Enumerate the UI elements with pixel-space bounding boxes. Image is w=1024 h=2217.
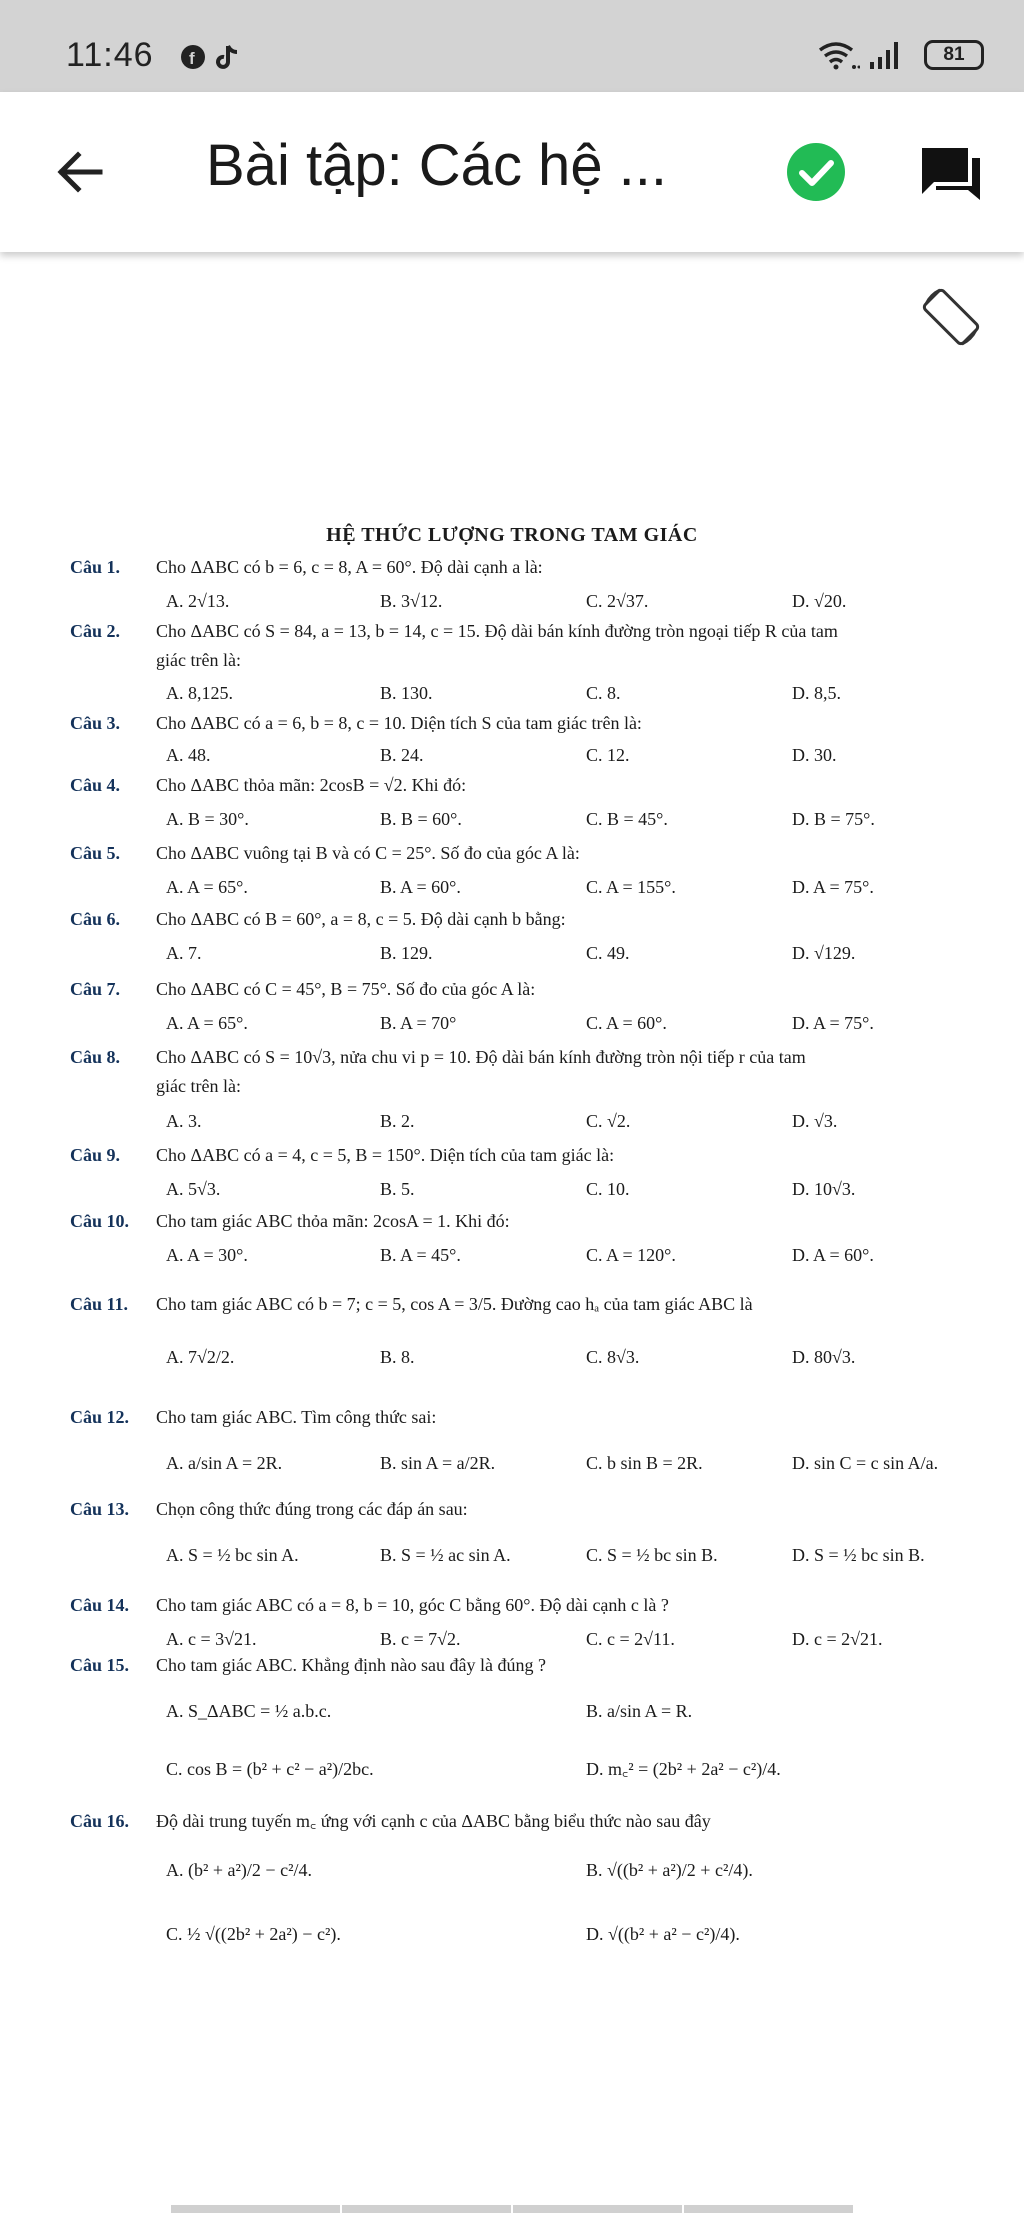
question-label: Câu 14. [70,1595,130,1615]
option-a[interactable]: A. 5√3. [166,1179,221,1199]
option-d[interactable]: D. √((b² + a² − c²)/4). [586,1924,740,1944]
option-c[interactable]: C. B = 45°. [586,809,668,829]
question-9 [0,1138,1024,1206]
rotate-screen-icon[interactable] [916,282,986,352]
option-b[interactable]: B. A = 60°. [380,877,461,897]
option-d[interactable]: D. 8,5. [792,683,841,703]
question-13 [0,1492,1024,1584]
option-d[interactable]: D. B = 75°. [792,809,875,829]
option-a[interactable]: A. 3. [166,1111,202,1131]
option-c[interactable]: C. 49. [586,943,630,963]
comment-icon[interactable] [920,146,982,202]
option-a[interactable]: A. A = 30°. [166,1245,248,1265]
facebook-icon [180,42,250,72]
option-a[interactable]: A. 7. [166,943,202,963]
question-5 [0,836,1024,904]
question-text: Cho ΔABC có S = 10√3, nửa chu vi p = 10. Độ dài bán kính đường tròn nội tiếp r của tam [156,1047,806,1067]
question-label: Câu 9. [70,1145,121,1165]
option-c[interactable]: C. 2√37. [586,591,649,611]
status-bar [0,0,1024,92]
question-1 [0,550,1024,618]
page-title: Bài tập: Các hệ ... [206,133,668,198]
option-a[interactable]: A. c = 3√21. [166,1629,257,1649]
option-c[interactable]: C. 12. [586,745,630,765]
option-a[interactable]: A. a/sin A = 2R. [166,1453,283,1473]
question-4 [0,768,1024,836]
wifi-icon [816,40,860,70]
option-a[interactable]: A. 48. [166,745,211,765]
option-a[interactable]: A. B = 30°. [166,809,249,829]
option-b[interactable]: B. A = 70° [380,1013,457,1033]
option-b[interactable]: B. 130. [380,683,433,703]
question-text: Độ dài trung tuyến m꜀ ứng với cạnh c của ΔABC bằng biểu thức nào sau đây [156,1811,711,1831]
question-text: Cho ΔABC có S = 84, a = 13, b = 14, c = 15. Độ dài bán kính đường tròn ngoại tiếp R của tam [156,621,838,641]
question-text: Cho tam giác ABC. Khẳng định nào sau đây là đúng ? [156,1655,546,1675]
question-15 [0,1648,1024,1798]
battery-icon: 81 [924,40,984,70]
option-d[interactable]: D. √20. [792,591,847,611]
option-c[interactable]: C. c = 2√11. [586,1629,675,1649]
option-c[interactable]: C. A = 60°. [586,1013,667,1033]
option-d[interactable]: D. A = 75°. [792,1013,874,1033]
question-text: Cho ΔABC vuông tại B và có C = 25°. Số đo của góc A là: [156,843,580,863]
option-b[interactable]: B. 129. [380,943,433,963]
option-c[interactable]: C. A = 155°. [586,877,676,897]
option-c[interactable]: C. √2. [586,1111,631,1131]
option-c[interactable]: C. 10. [586,1179,630,1199]
option-c[interactable]: C. cos B = (b² + c² − a²)/2bc. [166,1759,374,1779]
option-b[interactable]: B. 5. [380,1179,415,1199]
option-d[interactable]: D. sin C = c sin A/a. [792,1453,939,1473]
question-label: Câu 11. [70,1294,129,1314]
option-d[interactable]: D. m꜀² = (2b² + 2a² − c²)/4. [586,1759,781,1779]
option-a[interactable]: A. (b² + a²)/2 − c²/4. [166,1860,312,1880]
option-b[interactable]: B. 3√12. [380,591,443,611]
question-label: Câu 4. [70,775,121,795]
app-bar [0,92,1024,252]
question-text: Cho ΔABC có b = 6, c = 8, A = 60°. Độ dài cạnh a là: [156,557,543,577]
question-text: Cho tam giác ABC có b = 7; c = 5, cos A = 3/5. Đường cao hₐ của tam giác ABC là [156,1294,753,1314]
check-circle-icon[interactable] [786,142,846,202]
question-text: Cho ΔABC có C = 45°, B = 75°. Số đo của góc A là: [156,979,536,999]
option-d[interactable]: D. c = 2√21. [792,1629,883,1649]
option-d[interactable]: D. √129. [792,943,856,963]
option-c[interactable]: C. b sin B = 2R. [586,1453,703,1473]
question-label: Câu 2. [70,621,121,641]
question-label: Câu 13. [70,1499,130,1519]
option-d[interactable]: D. A = 75°. [792,877,874,897]
option-d[interactable]: D. A = 60°. [792,1245,874,1265]
option-a[interactable]: A. A = 65°. [166,1013,248,1033]
question-label: Câu 1. [70,557,121,577]
option-b[interactable]: B. B = 60°. [380,809,462,829]
option-c[interactable]: C. ½ √((2b² + 2a²) − c²). [166,1924,341,1944]
question-label: Câu 7. [70,979,121,999]
question-text-cont: giác trên là: [156,650,241,670]
back-arrow-icon[interactable] [50,142,110,202]
question-3 [0,706,1024,770]
question-text: Cho tam giác ABC. Tìm công thức sai: [156,1407,437,1427]
status-time: 11:46 [66,36,154,74]
option-b[interactable]: B. 2. [380,1111,415,1131]
document-title: HỆ THỨC LƯỢNG TRONG TAM GIÁC [326,524,698,546]
option-b[interactable]: B. S = ½ ac sin A. [380,1545,511,1565]
option-d[interactable]: D. 80√3. [792,1347,856,1367]
question-6 [0,902,1024,970]
question-text-cont: giác trên là: [156,1076,241,1096]
question-label: Câu 5. [70,843,121,863]
question-14 [0,1588,1024,1656]
option-a[interactable]: A. 2√13. [166,591,230,611]
notification-icons [180,42,250,77]
option-c[interactable]: C. 8√3. [586,1347,640,1367]
option-d[interactable]: D. S = ½ bc sin B. [792,1545,925,1565]
option-d[interactable]: D. 30. [792,745,837,765]
option-b[interactable]: B. 8. [380,1347,415,1367]
option-c[interactable]: C. A = 120°. [586,1245,676,1265]
option-c[interactable]: C. 8. [586,683,621,703]
question-text: Cho tam giác ABC có a = 8, b = 10, góc C bằng 60°. Độ dài cạnh c là ? [156,1595,669,1615]
option-d[interactable]: D. 10√3. [792,1179,856,1199]
question-11 [0,1280,1024,1386]
question-label: Câu 12. [70,1407,130,1427]
question-label: Câu 3. [70,713,121,733]
option-b[interactable]: B. sin A = a/2R. [380,1453,496,1473]
option-a[interactable]: A. S_ΔABC = ½ a.b.c. [166,1701,332,1721]
option-a[interactable]: A. A = 65°. [166,877,248,897]
question-label: Câu 10. [70,1211,130,1231]
option-b[interactable]: B. 24. [380,745,424,765]
question-label: Câu 16. [70,1811,130,1831]
option-b[interactable]: B. c = 7√2. [380,1629,461,1649]
option-a[interactable]: A. 8,125. [166,683,233,703]
option-a[interactable]: A. S = ½ bc sin A. [166,1545,299,1565]
question-16 [0,1804,1024,1966]
gesture-nav-bar[interactable] [170,2205,854,2213]
option-b[interactable]: B. √((b² + a²)/2 + c²/4). [586,1860,753,1880]
question-label: Câu 8. [70,1047,121,1067]
question-text: Cho ΔABC có a = 6, b = 8, c = 10. Diện tích S của tam giác trên là: [156,713,642,733]
question-text: Chọn công thức đúng trong các đáp án sau: [156,1499,468,1519]
question-text: Cho ΔABC có a = 4, c = 5, B = 150°. Diện tích của tam giác là: [156,1145,615,1165]
question-text: Cho ΔABC thỏa mãn: 2cosB = √2. Khi đó: [156,775,467,795]
question-2 [0,614,1024,708]
question-8 [0,1040,1024,1138]
svg-text:f: f [189,49,195,68]
question-label: Câu 6. [70,909,121,929]
question-12 [0,1400,1024,1492]
option-d[interactable]: D. √3. [792,1111,838,1131]
option-b[interactable]: B. A = 45°. [380,1245,461,1265]
question-10 [0,1204,1024,1272]
question-label: Câu 15. [70,1655,130,1675]
option-b[interactable]: B. a/sin A = R. [586,1701,693,1721]
question-text: Cho tam giác ABC thỏa mãn: 2cosA = 1. Khi đó: [156,1211,510,1231]
signal-icon [866,40,902,70]
option-a[interactable]: A. 7√2/2. [166,1347,235,1367]
option-c[interactable]: C. S = ½ bc sin B. [586,1545,718,1565]
question-7 [0,972,1024,1040]
question-text: Cho ΔABC có B = 60°, a = 8, c = 5. Độ dài cạnh b bằng: [156,909,566,929]
